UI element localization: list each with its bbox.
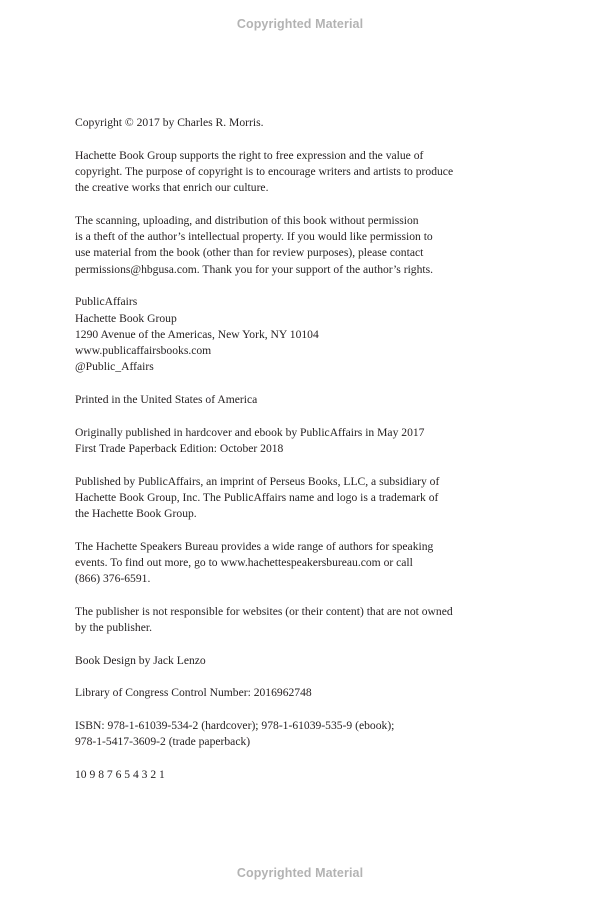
text-line: use material from the book (other than for review purposes), please contact bbox=[75, 246, 424, 260]
imprint-paragraph bbox=[75, 474, 555, 523]
text-line: 978-1-5417-3609-2 (trade paperback) bbox=[75, 735, 251, 749]
text-line: The scanning, uploading, and distribution of this book without permission bbox=[75, 213, 419, 227]
text-line: First Trade Paperback Edition: October 2018 bbox=[75, 441, 284, 455]
text-line: ISBN: 978-1-61039-534-2 (hardcover); 978-1-61039-535-9 (ebook); bbox=[75, 718, 395, 732]
text-line: Originally published in hardcover and ebook by PublicAffairs in May 2017 bbox=[75, 425, 425, 439]
printed-in-line bbox=[75, 392, 555, 408]
text-line: Hachette Book Group bbox=[75, 311, 177, 325]
watermark-top: Copyrighted Material bbox=[236, 17, 364, 31]
printing-line bbox=[75, 767, 555, 783]
text-line: (866) 376-6591. bbox=[75, 572, 151, 586]
text-line: the Hachette Book Group. bbox=[75, 507, 197, 521]
text-line: Published by PublicAffairs, an imprint of Perseus Books, LLC, a subsidiary of bbox=[75, 474, 440, 488]
text-line: PublicAffairs bbox=[75, 295, 138, 309]
text-line: events. To find out more, go to www.hachettespeakersbureau.com or call bbox=[75, 556, 413, 570]
publisher-address bbox=[75, 294, 555, 375]
text-line: Copyright © 2017 by Charles R. Morris. bbox=[75, 116, 264, 129]
text-line: 10 9 8 7 6 5 4 3 2 1 bbox=[75, 767, 165, 781]
loc-control-number bbox=[75, 685, 555, 701]
text-line: Hachette Book Group supports the right to free expression and the value of bbox=[75, 148, 424, 162]
text-line: Hachette Book Group, Inc. The PublicAffairs name and logo is a trademark of bbox=[75, 490, 439, 504]
text-line: the creative works that enrich our culture. bbox=[75, 181, 269, 195]
text-line: @Public_Affairs bbox=[75, 360, 154, 374]
text-line: by the publisher. bbox=[75, 621, 152, 635]
copyright-line bbox=[75, 115, 555, 131]
isbn-list bbox=[75, 718, 555, 751]
text-line: The Hachette Speakers Bureau provides a wide range of authors for speaking bbox=[75, 539, 434, 553]
permissions-paragraph bbox=[75, 213, 555, 278]
edition-info bbox=[75, 425, 555, 458]
speakers-bureau-paragraph bbox=[75, 539, 555, 588]
text-line: copyright. The purpose of copyright is to encourage writers and artists to produce bbox=[75, 164, 454, 178]
book-design-credit bbox=[75, 653, 555, 669]
text-line: The publisher is not responsible for websites (or their content) that are not owned bbox=[75, 604, 453, 618]
text-line: Library of Congress Control Number: 2016962748 bbox=[75, 686, 312, 700]
watermark-bottom: Copyrighted Material bbox=[236, 866, 364, 880]
websites-disclaimer bbox=[75, 604, 555, 637]
text-line: permissions@hbgusa.com. Thank you for your support of the author’s rights. bbox=[75, 262, 434, 276]
copyright-page-body bbox=[75, 115, 555, 799]
free-expression-paragraph bbox=[75, 148, 555, 197]
text-line: 1290 Avenue of the Americas, New York, NY 10104 bbox=[75, 327, 319, 341]
text-line: is a theft of the author’s intellectual property. If you would like permission to bbox=[75, 230, 433, 244]
text-line: Book Design by Jack Lenzo bbox=[75, 653, 206, 667]
text-line: Printed in the United States of America bbox=[75, 393, 258, 407]
text-line: www.publicaffairsbooks.com bbox=[75, 344, 212, 358]
